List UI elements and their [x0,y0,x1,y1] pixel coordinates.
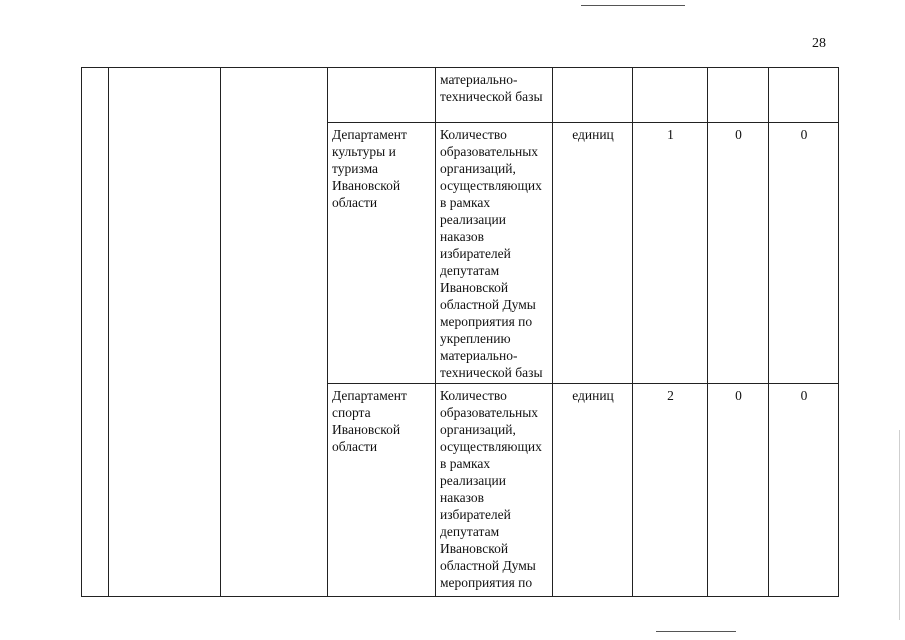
department-cell: Департамент спорта Ивановской области [328,384,436,597]
value-cell: 0 [708,123,769,384]
department-cell [328,68,436,123]
value-cell: 0 [769,123,839,384]
scan-edge [899,430,900,620]
indicator-cell: Количество образовательных организаций, осуществляющих в рамках реализации наказов избирателей депутатам Ивановской областной Думы мероприятия по укреплению материально- технической базы [436,123,553,384]
page-number: 28 [812,36,826,51]
value-cell: 1 [633,123,708,384]
value-cell: 0 [769,384,839,597]
indicator-cell: материально- технической базы [436,68,553,123]
unit-cell [553,68,633,123]
unit-cell: единиц [553,123,633,384]
scan-artifact-bottom [656,631,736,632]
value-cell: 2 [633,384,708,597]
scan-artifact-top [581,5,685,6]
value-cell [769,68,839,123]
indicator-cell: Количество образовательных организаций, осуществляющих в рамках реализации наказов избирателей депутатам Ивановской областной Думы мероприятия по [436,384,553,597]
value-cell [633,68,708,123]
indicator-table [81,67,839,597]
value-cell [708,68,769,123]
merged-cell-task [221,68,328,597]
value-cell: 0 [708,384,769,597]
merged-cell-program [109,68,221,597]
merged-cell-number [82,68,109,597]
table-row [82,68,839,123]
department-cell: Департамент культуры и туризма Ивановской области [328,123,436,384]
unit-cell: единиц [553,384,633,597]
